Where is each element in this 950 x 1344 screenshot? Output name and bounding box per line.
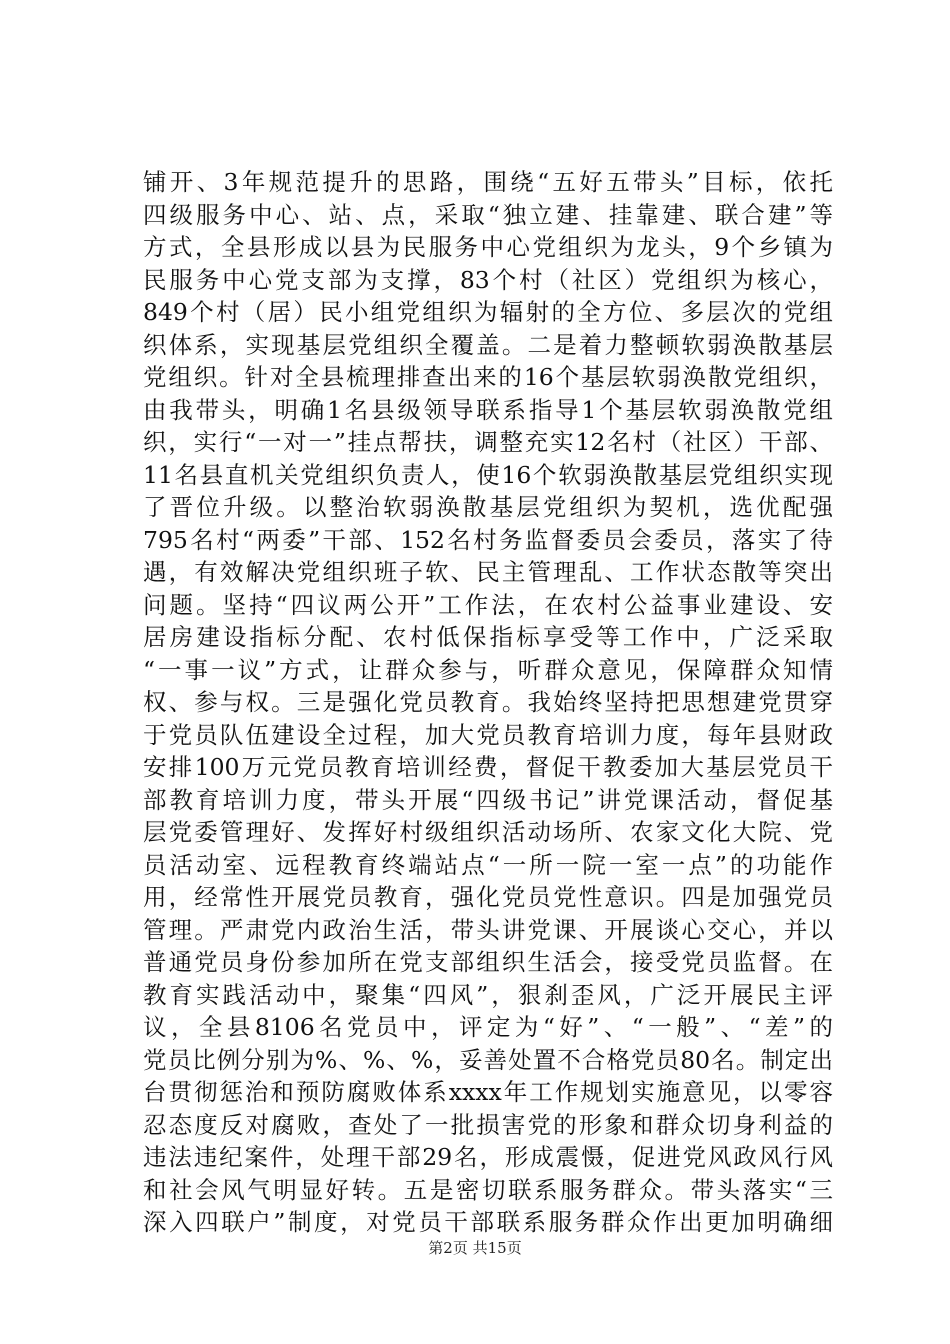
- text-line: 问题。坚持“四议两公开”工作法，在农村公益事业建设、安: [143, 590, 833, 619]
- text-line: 管理。严肃党内政治生活，带头讲党课、开展谈心交心，并以: [143, 915, 833, 944]
- text-line: 党组织。针对全县梳理排查出来的16个基层软弱涣散党组织，: [143, 363, 833, 391]
- text-line: 和社会风气明显好转。五是密切联系服务群众。带头落实“三: [143, 1175, 833, 1204]
- text-line: 795名村“两委”干部、152名村务监督委员会委员，落实了待: [143, 525, 833, 554]
- page-footer: 第2页 共15页: [428, 1239, 522, 1257]
- text-line: 议，全县8106名党员中，评定为“好”、“一般”、“差”的: [143, 1013, 833, 1041]
- text-line: 由我带头，明确1名县级领导联系指导1个基层软弱涣散党组: [143, 395, 833, 424]
- text-line: 了晋位升级。以整治软弱涣散基层党组织为契机，选优配强: [143, 493, 833, 521]
- text-line: 民服务中心党支部为支撑，83个村（社区）党组织为核心，: [143, 265, 833, 294]
- text-line: 于党员队伍建设全过程，加大党员教育培训力度，每年县财政: [143, 720, 833, 749]
- text-line: 层党委管理好、发挥好村级组织活动场所、农家文化大院、党: [143, 818, 833, 846]
- text-line: 居房建设指标分配、农村低保指标享受等工作中，广泛采取: [143, 623, 833, 651]
- document-body: [143, 166, 833, 1239]
- text-line: 安排100万元党员教育培训经费，督促干教委加大基层党员干: [143, 753, 833, 781]
- text-line: 11名县直机关党组织负责人，使16个软弱涣散基层党组织实现: [143, 460, 833, 489]
- text-line: 员活动室、远程教育终端站点“一所一院一室一点”的功能作: [143, 850, 833, 879]
- text-line: 普通党员身份参加所在党支部组织生活会，接受党员监督。在: [143, 948, 833, 976]
- text-line: 教育实践活动中，聚集“四风”，狠刹歪风，广泛开展民主评: [143, 980, 833, 1009]
- text-line: 忍态度反对腐败，查处了一批损害党的形象和群众切身利益的: [143, 1110, 833, 1139]
- text-line: 方式，全县形成以县为民服务中心党组织为龙头，9个乡镇为: [143, 233, 833, 261]
- text-line: 台贯彻惩治和预防腐败体系xxxx年工作规划实施意见，以零容: [143, 1078, 833, 1106]
- text-line: 权、参与权。三是强化党员教育。我始终坚持把思想建党贯穿: [143, 688, 833, 716]
- text-line: 织，实行“一对一”挂点帮扶，调整充实12名村（社区）干部、: [143, 428, 833, 456]
- text-line: 四级服务中心、站、点，采取“独立建、挂靠建、联合建”等: [143, 200, 833, 229]
- text-line: 党员比例分别为%、%、%，妥善处置不合格党员80名。制定出: [143, 1045, 833, 1074]
- text-line: 织体系，实现基层党组织全覆盖。二是着力整顿软弱涣散基层: [143, 330, 833, 359]
- text-line: “一事一议”方式，让群众参与，听群众意见，保障群众知情: [143, 655, 833, 684]
- text-line: 铺开、3年规范提升的思路，围绕“五好五带头”目标，依托: [143, 168, 833, 196]
- text-line: 违法违纪案件，处理干部29名，形成震慑，促进党风政风行风: [143, 1143, 833, 1171]
- text-line: 849个村（居）民小组党组织为辐射的全方位、多层次的党组: [143, 298, 833, 326]
- text-line: 遇，有效解决党组织班子软、民主管理乱、工作状态散等突出: [143, 558, 833, 586]
- text-line: 深入四联户”制度，对党员干部联系服务群众作出更加明确细: [143, 1208, 833, 1236]
- text-line: 部教育培训力度，带头开展“四级书记”讲党课活动，督促基: [143, 785, 833, 814]
- text-line: 用，经常性开展党员教育，强化党员党性意识。四是加强党员: [143, 883, 833, 911]
